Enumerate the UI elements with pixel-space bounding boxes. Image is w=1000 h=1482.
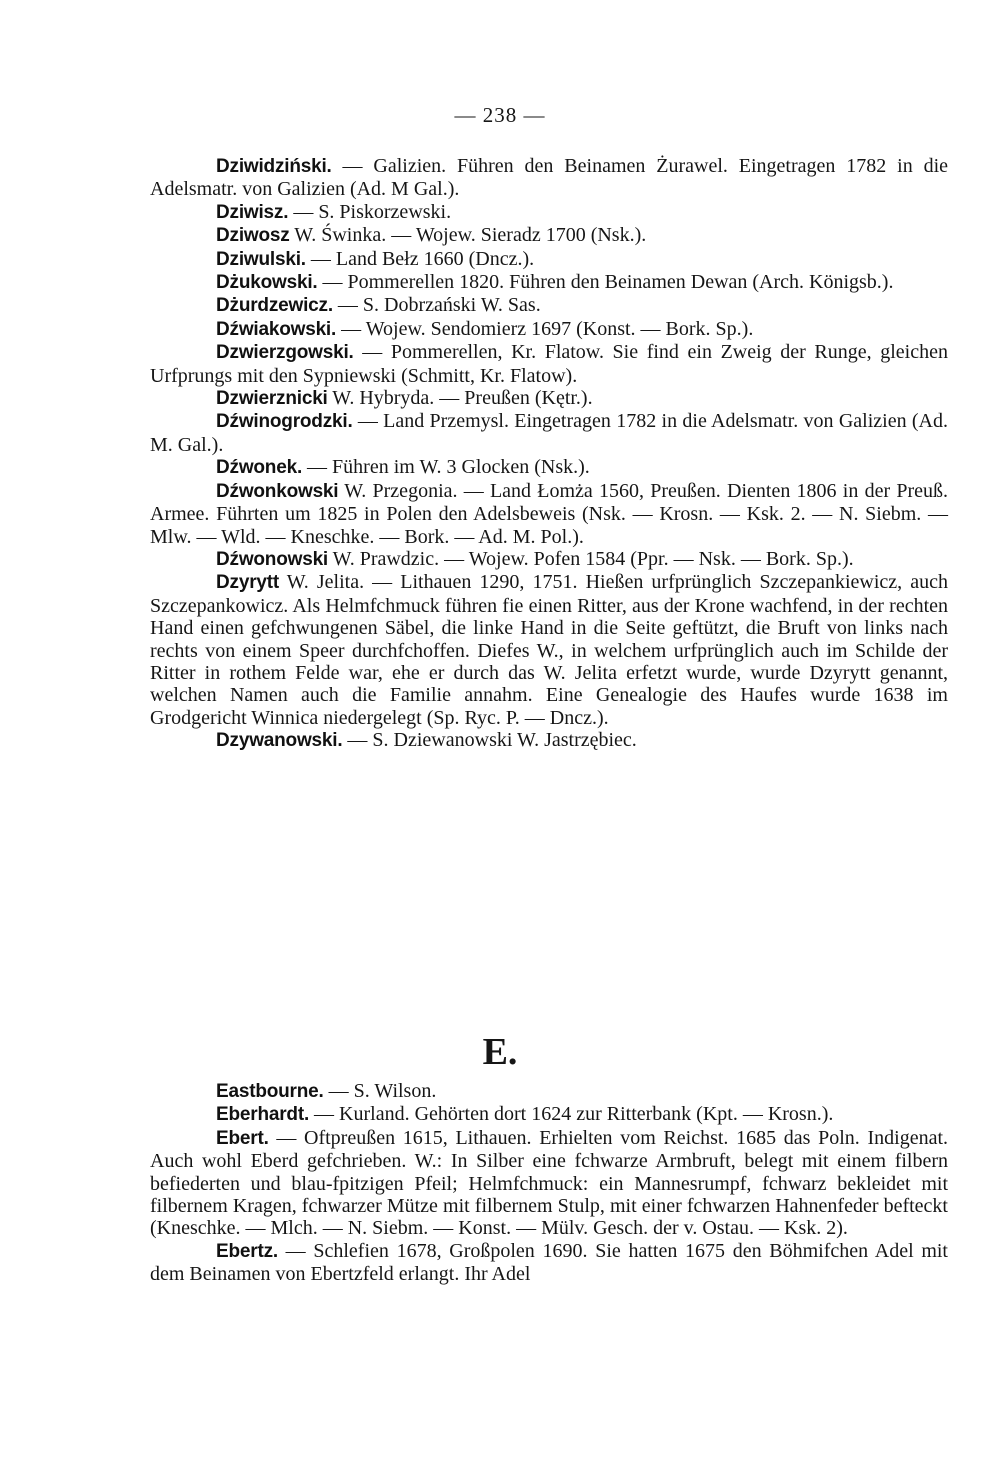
entry [150, 1080, 948, 1103]
entry [150, 480, 948, 548]
entry-headword: Eastbourne. [216, 1081, 324, 1102]
entry-headword: Dzywanowski. [216, 730, 343, 752]
entry [150, 248, 948, 271]
entry-text: — Land Bełz 1660 (Dncz.). [305, 247, 535, 270]
entry [150, 1103, 948, 1126]
entry-text: — Land Przemysl. Eingetragen 1782 in die Adelsmatr. von Galizien (Ad. M. Gal.). [150, 410, 948, 456]
entry-headword: Dziwidziński. [216, 156, 332, 177]
entry-headword: Dzwierzgowski. [216, 342, 354, 364]
entry-headword: Dziwisz. [216, 201, 289, 223]
entry [150, 155, 948, 201]
entry [150, 201, 948, 224]
entry-text: W. Prawdzic. — Wojew. Pofen 1584 (Ppr. — Nsk. — Bork. Sp.). [328, 547, 854, 570]
entry-text: W. Hybryda. — Preußen (Kętr.). [327, 387, 593, 410]
entry [150, 294, 948, 317]
entry [150, 571, 948, 729]
entry [150, 548, 948, 571]
entry-text: — Oftpreußen 1615, Lithauen. Erhielten vom Reichst. 1685 das Poln. Indigenat. Auch wohl Eberd gefchrieben. W.: In Silber eine fchwarze Armbruft, belegt mit einem filbern befiederten und blau-fpitzigen Pfeil; Helmfchmuck: ein Mannesrumpf, fchwarz bekleidet mit filbernem Kragen, fchwarzer Mütze mit filbernem Stulp, mit einer fchwarzen Hahnenfeder befteckt (Kneschke. — Mlch. — N. Siebm. — Konst. — Mülv. Gesch. der v. Ostau. — Ksk. 2). [150, 1126, 948, 1240]
entry [150, 271, 948, 294]
entry-headword: Dżukowski. [216, 272, 318, 294]
entry-text: — S. Piskorzewski. [288, 200, 452, 223]
entry-headword: Dżurdzewicz. [216, 295, 333, 317]
entry-headword: Dźwinogrodzki. [216, 411, 353, 433]
entry-headword: Dzyrytt [216, 572, 280, 594]
entry-text: — Führen im W. 3 Glocken (Nsk.). [302, 456, 590, 479]
entry-text: — S. Dobrzański W. Sas. [332, 294, 541, 317]
entry-text: — Kurland. Gehörten dort 1624 zur Ritterbank (Kpt. — Krosn.). [309, 1103, 834, 1126]
entry [150, 1127, 948, 1240]
page-number: — 238 — [454, 103, 546, 127]
entry-headword: Dźwiakowski. [216, 318, 337, 340]
entry-text: — S. Dziewanowski W. Jastrzębiec. [342, 729, 637, 752]
entry [150, 729, 948, 752]
entry [150, 341, 948, 387]
entry-headword: Ebertz. [216, 1240, 278, 1262]
entry [150, 456, 948, 479]
entry-headword: Ebert. [216, 1127, 269, 1149]
entry-headword: Eberhardt. [216, 1104, 310, 1126]
entry [150, 318, 948, 341]
entry-headword: Dziwulski. [216, 248, 306, 270]
entry-headword: Dźwonowski [216, 548, 329, 570]
entry [150, 410, 948, 456]
entry-headword: Dziwosz [216, 225, 290, 247]
entry-headword: Dźwonkowski [216, 480, 339, 502]
entry-text: W. Świnka. — Wojew. Sieradz 1700 (Nsk.). [289, 224, 647, 247]
entry-headword: Dzwierznicki [216, 388, 328, 410]
entry-headword: Dźwonek. [216, 457, 303, 479]
entry-text: W. Jelita. — Lithauen 1290, 1751. Hießen urfprünglich Szczepankiewicz, auch Szczepankowicz. Als Helmfchmuck führen fie einen Ritter, aus der Krone wachfend, in der rechten Hand einen gefchwungenen Säbel, die linke Hand in die Seite geftützt, die Bruft von links nach rechts von einem Speer durchfchoffen. Diefes W., in welchem urfprünglich auch im Schilde der Ritter in rothem Felde war, ehe er durch das W. Jelita erfetzt wurde, wurde Dzyrytt genannt, welchen Namen auch die Familie annahm. Eine Genealogie des Haufes wurde 1638 im Grodgericht Winnica niedergelegt (Sp. Ryc. P. — Dncz.). [150, 571, 948, 729]
section-d-entries [150, 155, 948, 753]
entry-text: W. Przegonia. — Land Łomża 1560, Preußen. Dienten 1806 in der Preuß. Armee. Führten um 1825 in Polen den Adelsbeweis (Nsk. — Krosn. — Ksk. 2. — N. Siebm. — Mlw. — Wld. — Kneschke. — Bork. — Ad. M. Pol.). [150, 479, 948, 548]
entry-text: — Schlefien 1678, Großpolen 1690. Sie hatten 1675 den Böhmifchen Adel mit dem Beinamen von Ebertzfeld erlangt. Ihr Adel [150, 1239, 948, 1286]
entry [150, 1240, 948, 1286]
entry [150, 387, 948, 410]
entry-text: — Wojew. Sendomierz 1697 (Konst. — Bork. Sp.). [336, 317, 754, 340]
section-letter-heading: E. [482, 1031, 518, 1073]
entry-text: — Galizien. Führen den Beinamen Żurawel. Eingetragen 1782 in die Adelsmatr. von Galizien (Ad. M Gal.). [150, 155, 948, 201]
entry-text: — Pommerellen, Kr. Flatow. Sie find ein Zweig der Runge, gleichen Urfprungs mit den Sypniewski (Schmitt, Kr. Flatow). [150, 341, 948, 387]
entry-text: — S. Wilson. [323, 1080, 437, 1102]
entry [150, 224, 948, 247]
section-e-entries [150, 1080, 948, 1286]
entry-text: — Pommerellen 1820. Führen den Beinamen Dewan (Arch. Königsb.). [317, 271, 894, 294]
